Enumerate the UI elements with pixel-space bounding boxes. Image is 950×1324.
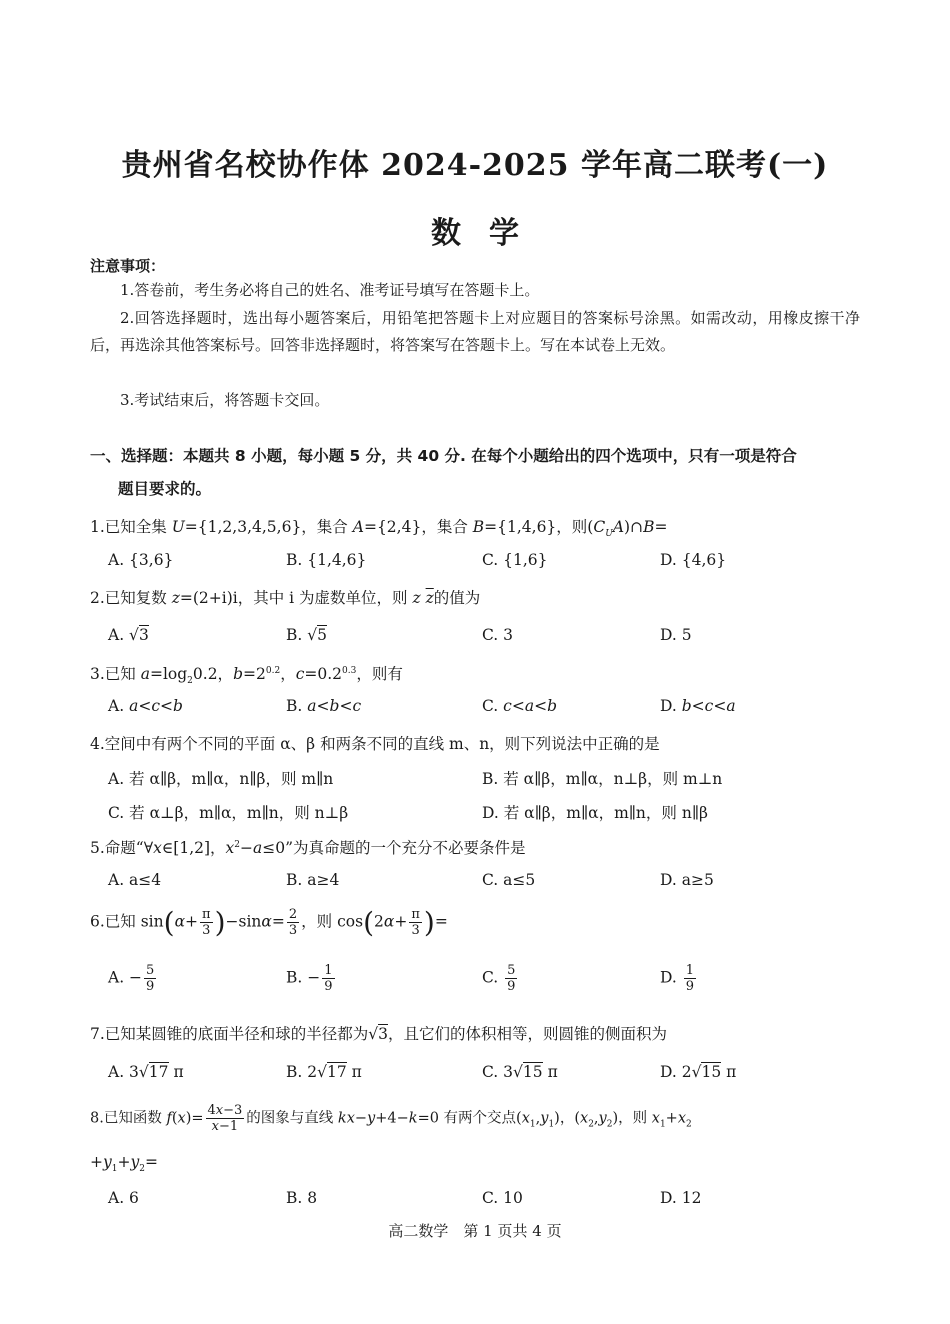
question-3-option-d: D. b<c<a	[660, 697, 736, 715]
exam-title: 贵州省名校协作体 2024-2025 学年高二联考(一)	[121, 148, 829, 183]
notice-item-2: 2.回答选择题时，选出每小题答案后，用铅笔把答题卡上对应题目的答案标号涂黑。如需改动，用橡皮擦干净后，再选涂其他答案标号。回答非选择题时，将答案写在答题卡上。写在本试卷上无效。	[90, 309, 860, 354]
question-6-option-b: B. − $\frac{1}{9}$	[286, 963, 333, 994]
notice-heading: 注意事项：	[90, 257, 166, 275]
question-7-option-d: D. 2√15 π	[660, 1063, 737, 1081]
question-3-option-a: A. a<c<b	[108, 697, 183, 715]
question-1-stem: 1.已知全集 U={1,2,3,4,5,6}，集合 A={2,4}，集合 B={1,4,6}，则$(C_UA)\cap B=$	[90, 518, 668, 540]
question-5-option-c: C. a≤5	[482, 871, 536, 889]
question-8-option-a: A. 6	[108, 1189, 139, 1207]
section-one-line2: 题目要求的。	[118, 480, 212, 498]
question-6-option-d: D. $\frac{1}{9}$	[660, 963, 695, 994]
page-footer: 高二数学 第 1 页共 4 页	[388, 1222, 562, 1240]
question-7-option-c: C. 3√15 π	[482, 1063, 558, 1081]
question-6-stem: 6.已知 sin(α+ $\frac{\pi}{3}$ )−sinα= $\frac{2}{3}$ ，则 cos(2α+ $\frac{\pi}{3}$ )=	[90, 906, 448, 939]
question-1-option-c: C. {1,6}	[482, 551, 548, 569]
question-1-option-b: B. {1,4,6}	[286, 551, 367, 569]
question-4-option-d: D. 若 α∥β，m∥α，m∥n，则 n∥β	[482, 804, 708, 822]
question-8-option-c: C. 10	[482, 1189, 523, 1207]
question-8-stem: 8.已知函数 f(x)= $\frac{4x-3}{x-1}$ 的图象与直线 kx−y+4−k=0 有两个交点$(x_1,y_1)$，$(x_2,y_2)$，则 $x_1+x_2$	[90, 1103, 692, 1134]
question-4-stem: 4.空间中有两个不同的平面 α、β 和两条不同的直线 m、n，则下列说法中正确的是	[90, 735, 660, 753]
question-3-stem: 3.已知 $a=\log_20.2$，$b=2^{0.2}$，$c=0.2^{0.3}$，则有	[90, 665, 403, 687]
question-8-stem-continued: $+y_1+y_2=$	[90, 1153, 158, 1175]
question-6-option-c: C. $\frac{5}{9}$	[482, 963, 516, 994]
question-2-option-a: A. √3	[108, 626, 149, 644]
question-7-option-a: A. 3√17 π	[108, 1063, 184, 1081]
question-4-option-c: C. 若 α⊥β，m∥α，m∥n，则 n⊥β	[108, 804, 349, 822]
question-8-option-b: B. 8	[286, 1189, 318, 1207]
question-4-option-a: A. 若 α∥β，m∥α，n∥β，则 m∥n	[108, 770, 334, 788]
subject-title: 数学	[431, 216, 547, 251]
question-5-option-a: A. a≤4	[108, 871, 162, 889]
notice-item-3: 3.考试结束后，将答题卡交回。	[120, 391, 330, 409]
question-5-stem: 5.命题“∀x∈[1,2]，$x^2-a\le 0$”为真命题的一个充分不必要条件是	[90, 839, 526, 857]
question-2-option-d: D. 5	[660, 626, 692, 644]
section-one-line1: 一、选择题：本题共 8 小题，每小题 5 分，共 40 分. 在每个小题给出的四个选项中，只有一项是符合	[90, 447, 797, 465]
question-4-option-b: B. 若 α∥β，m∥α，n⊥β，则 m⊥n	[482, 770, 723, 788]
question-2-option-b: B. √5	[286, 626, 327, 644]
question-3-option-c: C. c<a<b	[482, 697, 558, 715]
question-3-option-b: B. a<b<c	[286, 697, 362, 715]
notice-item-1: 1.答卷前，考生务必将自己的姓名、准考证号填写在答题卡上。	[120, 281, 540, 299]
question-1-option-a: A. {3,6}	[108, 551, 174, 569]
question-8-option-d: D. 12	[660, 1189, 702, 1207]
question-2-option-c: C. 3	[482, 626, 514, 644]
question-7-option-b: B. 2√17 π	[286, 1063, 362, 1081]
question-1-option-d: D. {4,6}	[660, 551, 727, 569]
question-5-option-b: B. a≥4	[286, 871, 340, 889]
question-5-option-d: D. a≥5	[660, 871, 714, 889]
section-one-instructions	[90, 440, 865, 506]
question-2-stem: 2.已知复数 z=(2+i)i，其中 i 为虚数单位，则 z $\overline{z}$的值为	[90, 589, 481, 607]
question-7-stem: 7.已知某圆锥的底面半径和球的半径都为√3，且它们的体积相等，则圆锥的侧面积为	[90, 1025, 668, 1043]
question-6-option-a: A. − $\frac{5}{9}$	[108, 963, 155, 994]
